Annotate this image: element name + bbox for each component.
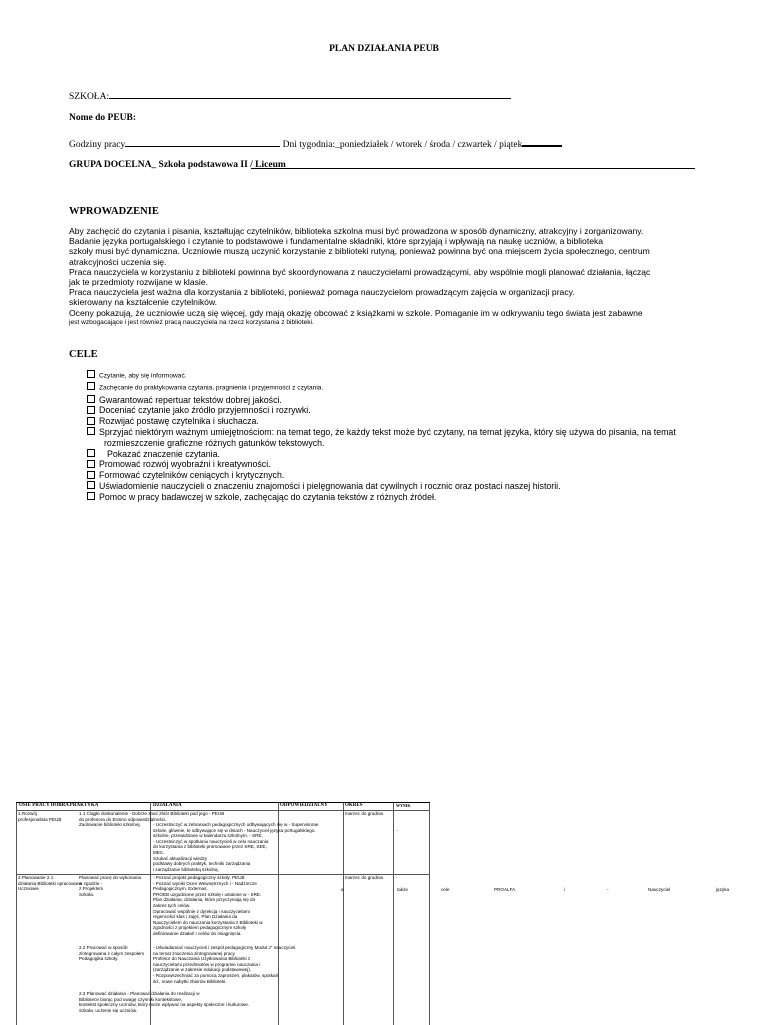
- bullet-icon: [87, 370, 95, 378]
- intro-line: jest wzbogacające i jest również pracą nauczyciela na rzecz korzystania z biblioteki.: [69, 318, 314, 326]
- goal-item: Uświadomienie nauczycieli o znaczeniu znajomości i pielęgnowania dat cywilnych i rocznic oraz postaci naszej historii.: [87, 481, 676, 492]
- intro-text: [69, 226, 650, 328]
- table-cell: Planować pracę do wykonania w zgodzie - z Projektem Szkoła.: [79, 875, 142, 897]
- hours-line[interactable]: [125, 138, 280, 147]
- goal-item: Formować czytelników ceniących i krytycznych.: [87, 470, 676, 481]
- plan-table: [16, 802, 730, 1025]
- goal-item: Czytanie, aby się informować.: [87, 370, 676, 382]
- table-cell: - Uświadamiać nauczycieli i zespół pedagogiczny Moduł J" nauczyciel. na temat znaczenia zintegrowanej pracy Profesor do Nauczania Użytkowania Biblioteki z nauczycielami przedmiotów w programie nauczania i (zarządzanie w zakresie edukacji podstawowej). - Rozpowszechniać za pomocą zaproszeń, plakatów, spotkań itd., nowe nabytki zbiorów Biblioteki.: [153, 945, 297, 984]
- overflow-word: także: [397, 887, 408, 892]
- goal-item: Gwarantować repertuar tekstów dobrej jakości.: [87, 395, 676, 406]
- name-colon: :: [132, 113, 137, 123]
- table-cell: -: [396, 875, 398, 880]
- table-cell: -: [396, 828, 398, 833]
- hours-field: [69, 137, 562, 150]
- group-label: GRUPA DOCELNA_ Szkoła podstawowa II / Liceum: [69, 160, 286, 170]
- name-label: Nome do PEUB: [69, 113, 133, 123]
- table-cell: 2.3 Planować działania - Planować działania do realizacji w Bibliotece biorąc pod uwagę czynniki kontekstowe, kontekst społeczny uczniów, który może wpływać na aspekty społeczne i kulturowe. Szkoła. uczenie się uczniów.: [79, 991, 250, 1013]
- goal-item-cont: rozmieszczenie graficzne różnych gatunków tekstowych.: [104, 437, 325, 448]
- intro-heading: WPROWADZENIE: [69, 206, 159, 217]
- table-cell: 2.2 Pracować w sposób zintegrowana z całym zespołem Pedagogika szkoły.: [79, 945, 145, 962]
- table-cell: - Uczestniczyć w zebraniach pedagogicznych odbywających się w - Supervisorae szkole, głównie, te odbywające się w dniach - Nauczyciel języka portugalskiego. szkolne, przewidziane w kalendarzu szkolnym. - SRE. - Uczestniczyć w spotkaniu nauczycieli w celu nauczania do korzystania z biblioteki promowane przez SRE, SEE, MEC. Szukać aktualizacji wiedzy podstawy dobrych praktyk, techniki zarządzania i zarządzanie biblioteką szkolną.: [153, 822, 319, 872]
- bullet-icon: [87, 417, 95, 425]
- intro-line: szkoły musi być dynamiczna. Uczniowie muszą uczynić korzystanie z biblioteki rutyną, ponieważ powinna być ona miejscem życia społecznego, centrum: [69, 246, 650, 257]
- intro-line: Badanie języka portugalskiego i czytanie to podstawowe i fundamentalne składniki, które sprzyjają i wpływają na naukę uczniów, a biblioteka: [69, 236, 604, 247]
- overflow-word: i: [564, 887, 566, 892]
- bullet-icon: [87, 481, 95, 489]
- overflow-word: języka: [716, 887, 730, 892]
- table-border: [393, 803, 394, 1025]
- goal-item: Sprzyjać niektórym ważnym umiejętnościom: na temat tego, że każdy tekst może być czytany, na temat języka, który się używa do pisania, na temat: [87, 427, 676, 438]
- overflow-word: PROALFA: [494, 887, 516, 892]
- school-label: SZKOŁA:: [69, 92, 110, 102]
- intro-line: jak te przedmioty rozwijane w klasie.: [69, 277, 208, 288]
- overflow-word: a: [341, 887, 344, 892]
- intro-line: skierowany na kształcenie czytelników.: [69, 297, 218, 308]
- table-border: [343, 803, 344, 1025]
- goal-item: Zachęcanie do praktykowania czytania, pragnienia i przyjemności z czytania.: [87, 382, 676, 394]
- school-line[interactable]: [109, 90, 511, 99]
- intro-line: Aby zachęcić do czytania i pisania, kształtując czytelników, biblioteka szkolna musi być prowadzona w sposób dynamiczny, atrakcyjny i zorganizowany.: [69, 226, 644, 236]
- goal-item: Rozwijać postawę czytelnika i słuchacza.: [87, 416, 676, 427]
- name-field: [69, 113, 136, 123]
- bullet-icon: [87, 471, 95, 479]
- page-title: PLAN DZIAŁANIA PEUB: [329, 44, 439, 54]
- table-border: [429, 803, 430, 1025]
- bullet-icon: [87, 382, 95, 390]
- bullet-icon: [87, 460, 95, 468]
- table-border: [16, 803, 17, 1025]
- bullet-icon: [87, 492, 95, 500]
- table-cell: 1.Rozwój profesjonalista PEUB: [18, 811, 62, 822]
- days-line[interactable]: [522, 137, 562, 147]
- group-line: [251, 168, 695, 169]
- bullet-icon: [87, 427, 95, 435]
- table-header: OKRES: [345, 803, 363, 808]
- overflow-word: -: [607, 887, 609, 892]
- hours-label: Godziny pracy: [69, 140, 126, 150]
- table-header: OSIE PRACY DOBRA PRAKTYKA: [19, 803, 99, 808]
- table-header: WYNIK: [396, 803, 411, 808]
- bullet-icon: [87, 406, 95, 414]
- intro-line: Praca nauczyciela w korzystaniu z biblioteki powinna być skoordynowana z nauczycielami prowadzącymi, aby wspólnie mogli planować działania, łącząc: [69, 266, 651, 277]
- table-header: ODPOWIEDZIALNY: [280, 803, 328, 808]
- overflow-word: Nauczyciel: [648, 887, 671, 892]
- table-cell: marzec do grudnia: [345, 811, 384, 816]
- table-cell: 2.Planowanie 2.1 działania Biblioteki opracowane Uczniowie: [18, 875, 83, 892]
- table-header: DZIAŁANIA: [153, 803, 182, 808]
- school-field: [69, 90, 511, 102]
- table-cell: - Poznać projekt pedagogiczny szkoły. PEUB - Poznać wyniki Ocen Wewnętrznych i - Nadzorcze Pedagogicznym. Externas, PROEB uzgodnione przez szkołę i ustalone w - SRE. Plan działania, działania, które przyczyniają się do zakres tych celów. Opracować wspólnie z dyrekcją i nauczycielami regencości klas i zajęć, Plan Działania da Nauczycielem do nauczania korzystania z Biblioteki w zgodności z projektem pedagogicznym szkoły definiowanie działań i celów do osiągnięcia.: [153, 875, 263, 936]
- days-label: Dni tygodnia:_poniedziałek / wtorek / środa / czwartek / piątek: [282, 140, 523, 150]
- goal-item: Pomoc w pracy badawczej w szkole, zachęcając do czytania tekstów z różnych źródeł.: [87, 492, 676, 503]
- goal-item: Pokazać znaczenie czytania.: [87, 449, 676, 460]
- goals-list: [87, 370, 676, 503]
- goals-heading: CELE: [69, 349, 98, 360]
- overflow-word: cele: [441, 887, 450, 892]
- bullet-icon: [87, 449, 95, 457]
- goal-item: Doceniać czytanie jako źródło przyjemności i rozrywki.: [87, 405, 676, 416]
- intro-line: Oceny pokazują, że uczniowie uczą się więcej, gdy mają okazję obcować z książkami w szkole. Pomaganie im w odkrywaniu tego świata jest zabawne: [69, 307, 643, 318]
- intro-line: Praca nauczyciela jest ważna dla korzystania z biblioteki, ponieważ pomaga nauczycielom prowadzącym zajęcia w organizacji pracy.: [69, 287, 575, 298]
- bullet-icon: [87, 395, 95, 403]
- goal-item: Promować rozwój wyobraźni i kreatywności.: [87, 459, 676, 470]
- intro-line: atrakcyjności uczenia się.: [69, 256, 167, 267]
- table-cell: marzec do grudnia: [345, 875, 384, 880]
- table-cell: 1.1 Ciągłe doskonalenie - Dobrze znać zbiór Biblioteki pod jego - PEUB do profesora do Ensino odpowiedzialności. Zaolowanie biblioteki szkolnej.: [79, 811, 225, 828]
